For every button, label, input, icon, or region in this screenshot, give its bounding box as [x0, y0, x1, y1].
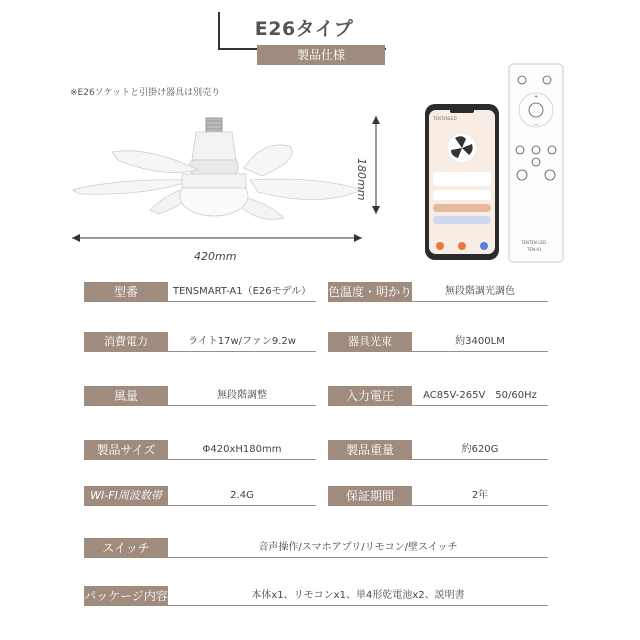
spec-value-switch: 音声操作/スマホアプリ/リモコン/壁スイッチ — [258, 542, 458, 553]
spec-value-model: TENSMART-A1（E26モデル） — [172, 286, 312, 297]
height-dimension-label: 180mm — [355, 158, 368, 201]
remote-model: TEN-A1 — [527, 247, 542, 252]
spec-label-weight: 製品重量 — [328, 440, 412, 460]
spec-label-airflow: 風量 — [84, 386, 168, 406]
page-subtitle: 製品仕様 — [257, 45, 385, 65]
spec-label-warranty: 保証期間 — [328, 486, 412, 506]
width-dimension-label: 420mm — [194, 250, 237, 263]
spec-value-luminous-flux: 約3400LM — [455, 336, 505, 347]
phone-app-brand: TENTENLED — [433, 116, 457, 121]
spec-label-switch: スイッチ — [84, 538, 168, 558]
svg-text:−: − — [534, 122, 539, 128]
spec-label-power: 消費電力（MAX） — [84, 332, 168, 352]
spec-value-airflow: 無段階調整 — [217, 390, 267, 401]
remote-brand: TENTEN LED — [521, 240, 547, 245]
spec-label-size: 製品サイズ — [84, 440, 168, 460]
spec-value-color-temp: 無段階調光調色 — [445, 286, 515, 297]
spec-value-package: 本体x1、リモコンx1、単4形乾電池x2、説明書 — [251, 590, 465, 601]
spec-value-wifi: 2.4G — [230, 490, 254, 501]
spec-value-warranty: 2年 — [471, 490, 489, 501]
socket-note: ※E26ソケットと引掛け器具は別売り — [70, 88, 221, 98]
spec-value-weight: 約620G — [461, 444, 499, 455]
spec-value-voltage: AC85V-265V 50/60Hz — [423, 390, 537, 401]
spec-label-wifi: WI-FI周波数帯 — [84, 486, 168, 506]
spec-label-luminous-flux: 器具光束（MAX） — [328, 332, 412, 352]
page-title: E26タイプ — [254, 18, 354, 40]
spec-value-size: Φ420xH180mm — [202, 444, 282, 455]
spec-label-model: 型番 — [84, 282, 168, 302]
spec-label-voltage: 入力電圧 — [328, 386, 412, 406]
spec-value-power: ライト17w/ファン9.2w — [188, 336, 296, 347]
spec-label-package: パッケージ内容 — [84, 586, 168, 606]
svg-text:+: + — [534, 94, 539, 100]
spec-label-color-temp: 色温度・明かり — [328, 282, 412, 302]
